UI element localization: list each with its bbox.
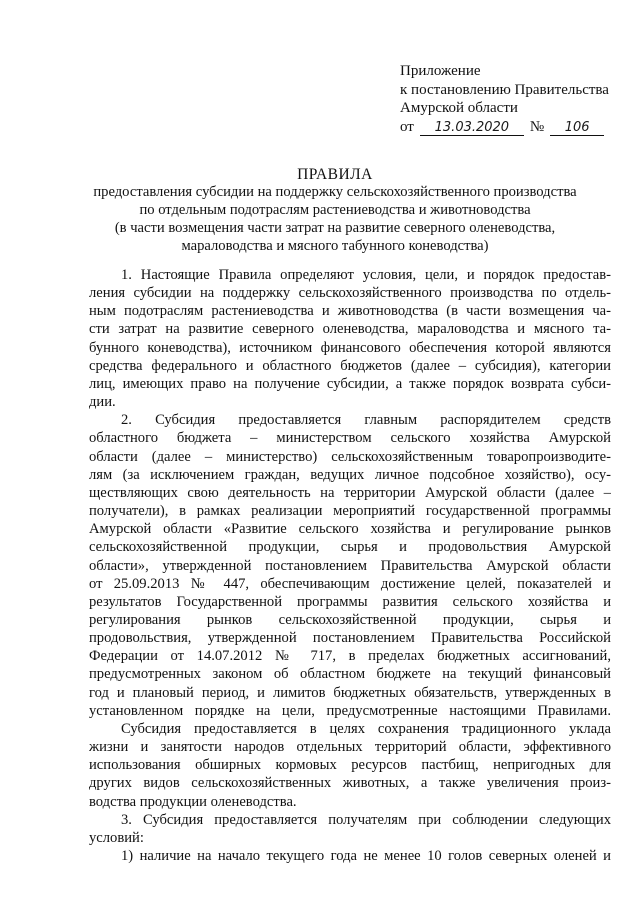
text-line: Амурской области «Развитие сельского хозяйства и регулирование рынков: [89, 521, 611, 538]
text-line: области», утвержденной постановлением Правительства Амурской области: [89, 557, 611, 574]
text-line: ным подотраслям растениеводства и животноводства (в части возмещения ча-: [89, 303, 611, 320]
paragraph-3: [89, 720, 611, 811]
text-line: 1) наличие на начало текущего года не менее 10 голов северных оленей и: [121, 848, 611, 864]
text-line: водства продукции оленеводства.: [89, 793, 297, 810]
text-line: Субсидия предоставляется в целях сохранения традиционного уклада: [121, 720, 611, 737]
subtitle-line: мараловодства и мясного табунного коневодства): [181, 238, 489, 255]
paragraph-2: [89, 411, 611, 720]
text-line: Федерации от 14.07.2012 № 717, в пределах бюджетных ассигнований,: [89, 648, 611, 665]
text-line: ления субсидии на поддержку сельскохозяйственного производства по отдель-: [89, 285, 611, 302]
text-line: дии.: [89, 394, 116, 411]
paragraph-4: [89, 811, 611, 847]
text-line: 2. Субсидия предоставляется главным распорядителем средств: [121, 412, 611, 429]
subtitle-line: предоставления субсидии на поддержку сельскохозяйственного производства: [93, 184, 577, 200]
document-title: ПРАВИЛА: [297, 166, 373, 183]
document-subtitle: [70, 183, 600, 255]
text-line: средства федерального и областного бюджетов (далее – субсидия), категории: [89, 357, 611, 374]
annex-line-2: к постановлению Правительства: [400, 81, 609, 98]
text-line: ществляющих свою деятельность на территории Амурской области (далее –: [89, 484, 611, 501]
document-body: [89, 266, 611, 865]
subtitle-line: (в части возмещения части затрат на развитие северного оленеводства,: [114, 220, 556, 237]
text-line: области (далее – министерство) сельскохозяйственным товаропроизводите-: [89, 448, 611, 465]
annex-line-3: Амурской области: [400, 100, 518, 116]
text-line: лям (за исключением граждан, ведущих личное подсобное хозяйство), осу-: [89, 466, 611, 483]
text-line: продовольствия, утвержденной постановлением Правительства Российской: [89, 630, 611, 647]
text-line: 3. Субсидия предоставляется получателям при соблюдении следующих: [121, 811, 611, 828]
text-line: областного бюджета – министерством сельского хозяйства Амурской: [89, 430, 611, 447]
handwritten-date: 13.03.2020: [420, 120, 524, 136]
text-line: от 25.09.2013 № 447, обеспечивающим достижение целей, показателей и: [89, 575, 611, 592]
text-line: лиц, имеющих право на получение субсидии, а также порядок возврата субси-: [89, 375, 611, 392]
date-prefix: от: [400, 118, 414, 135]
annex-header: [400, 62, 636, 136]
text-line: жизни и занятости народов отдельных территорий области, эффективного: [89, 739, 611, 756]
text-line: получатели), в рамках реализации мероприятий государственной программы: [89, 503, 611, 520]
annex-line-1: Приложение: [400, 63, 481, 79]
text-line: использования обширных кормовых ресурсов пастбищ, непригодных для: [89, 757, 611, 774]
text-line: сельскохозяйственной продукции, сырья и продовольствия Амурской: [89, 539, 611, 556]
subtitle-line: по отдельным подотраслям растениеводства и животноводства: [139, 202, 531, 219]
paragraph-5: [89, 847, 611, 865]
text-line: результатов Государственной программы развития сельского хозяйства и: [89, 593, 611, 610]
text-line: сти затрат на развитие северного оленеводства, мараловодства и мясного та-: [89, 321, 611, 338]
text-line: других видов сельскохозяйственных животных, а также увеличения произ-: [89, 775, 611, 792]
paragraph-1: [89, 266, 611, 411]
text-line: установленном порядке на цели, предусмотренные настоящими Правилами.: [89, 702, 611, 719]
number-prefix: №: [529, 118, 545, 135]
handwritten-number: 106: [550, 120, 604, 136]
text-line: регулирования рынков сельскохозяйственной продукции, сырья и: [89, 611, 611, 628]
text-line: год и плановый период, и лимитов бюджетных обязательств, утвержденных в: [89, 684, 611, 701]
text-line: бунного коневодства), источником финансового обеспечения которой являются: [89, 339, 611, 356]
text-line: предусмотренных законом об областном бюджете на текущий финансовый: [89, 666, 611, 683]
text-line: условий:: [89, 829, 144, 846]
annex-date-line: [400, 118, 636, 137]
text-line: 1. Настоящие Правила определяют условия, цели, и порядок предостав-: [121, 267, 611, 283]
